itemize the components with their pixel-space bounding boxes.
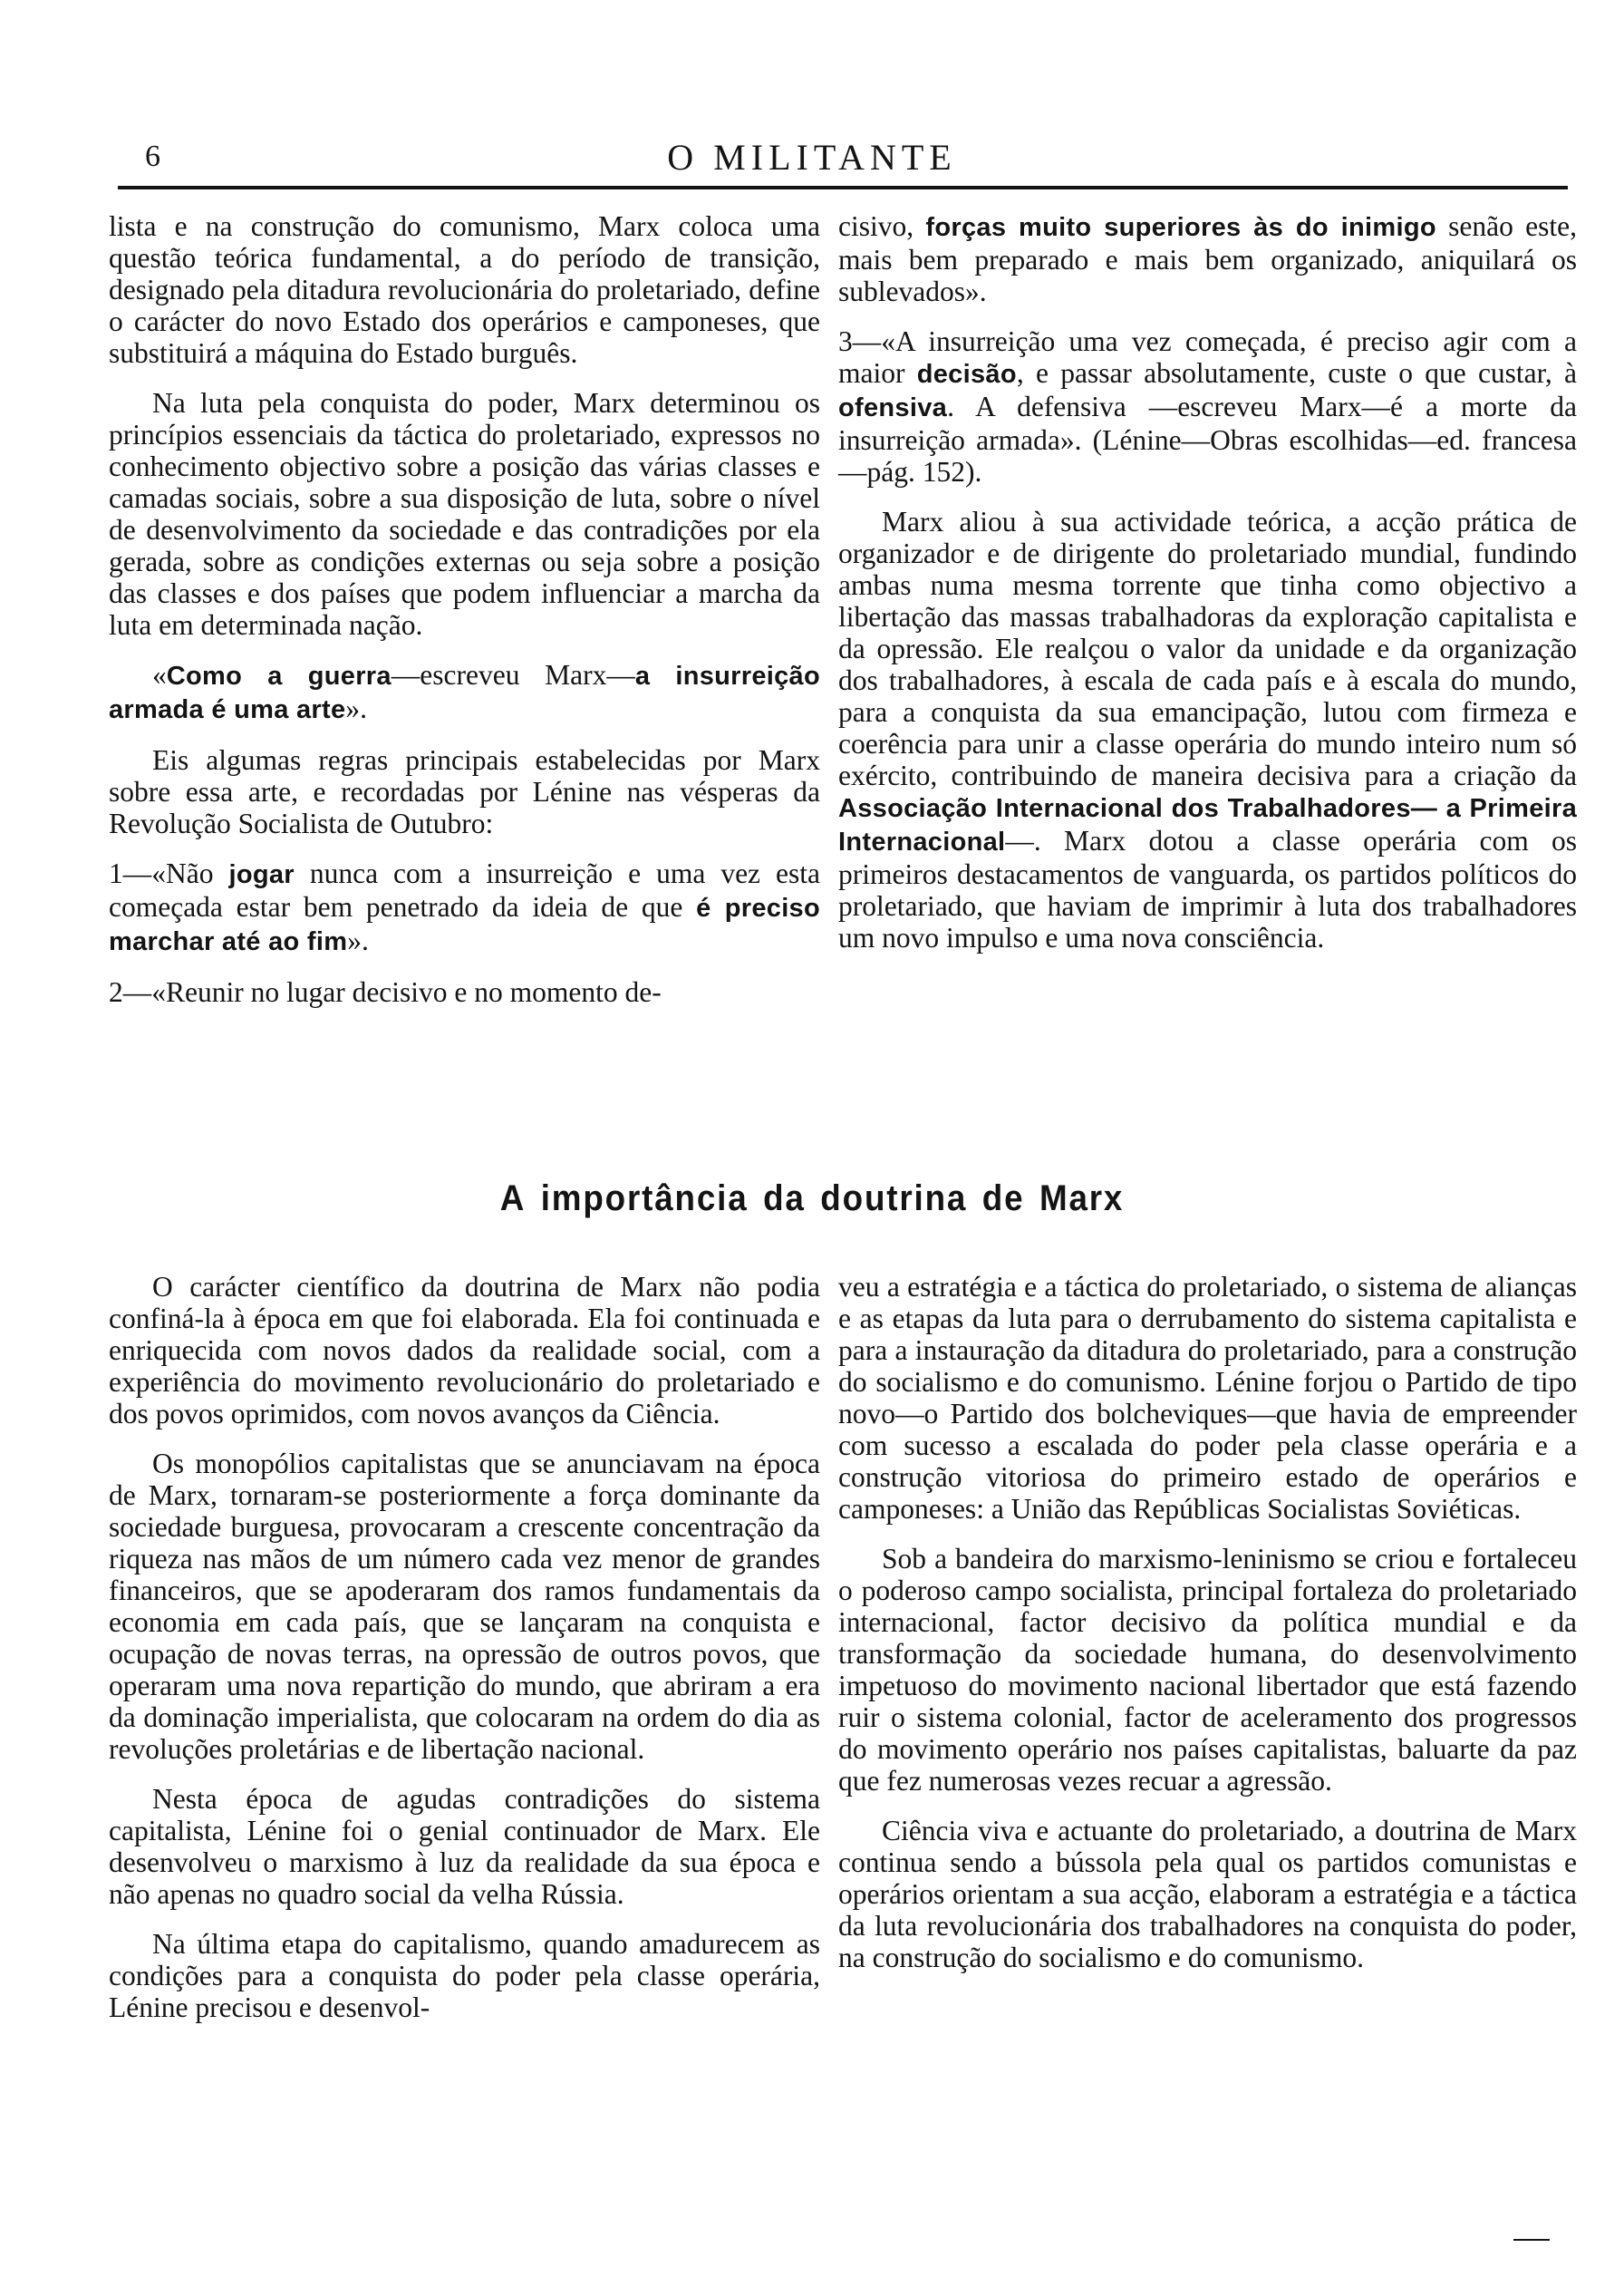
paragraph: Sob a bandeira do marxismo-leninismo se criou e fortaleceu o poderoso campo socialista, principal fortaleza do proletariado internacional, factor decisivo da política mundial e da transformação da sociedade humana, do desenvolvimento impetuoso do movimento nacional libertador que está fazendo ruir o sistema colonial, factor de aceleramento dos progressos do movimento operário nos países capitalistas, baluarte da paz que fez numerosas vezes recuar a agressão. bbox=[838, 1543, 1577, 1797]
rule-2-paragraph: 2—«Reunir no lugar decisivo e no momento de- bbox=[109, 976, 662, 1008]
quote-emphasis: a insurreição armada é uma arte bbox=[109, 662, 820, 724]
text-run: , e passar absolutamente, custe o que custar, à bbox=[1016, 357, 1577, 389]
heading-word: A bbox=[499, 1178, 527, 1218]
heading-word: importância bbox=[540, 1178, 749, 1218]
rule-3-paragraph bbox=[838, 325, 1577, 488]
quote-emphasis: Como a guerra bbox=[166, 662, 392, 691]
paragraph: O carácter científico da doutrina de Marx não podia confiná-la à época em que foi elaborada. Ela foi continuada e enriquecida com novos dados da realidade social, com a experiência do movimento revolucionário do proletariado e dos povos oprimidos, com novos avanços da Ciência. bbox=[109, 1271, 820, 1429]
heading-word: doutrina bbox=[820, 1178, 968, 1218]
text-run: nunca com a insurreição e uma vez esta começada estar bem penetrado da ideia de que bbox=[109, 858, 820, 923]
bold-run: ofensiva bbox=[838, 393, 948, 422]
header-rule bbox=[118, 186, 1568, 189]
text-run: Marx aliou à sua actividade teórica, a acção prática de organizador e de dirigente do proletariado mundial, fundindo ambas numa mesma torrente que tinha como objectivo a libertação das massas trabalhadoras da exploração capitalista e da opressão. Ele realçou o valor da unidade e da organização dos trabalhadores, à escala de cada país e à escala do mundo, para a conquista da sua emancipação, lutou com firmeza e coerência para unir a classe operária do mundo inteiro num só exército, contribuindo de maneira decisiva para a criação da bbox=[838, 506, 1577, 791]
text-run: 1—«Não bbox=[109, 858, 229, 889]
paragraph: Os monopólios capitalistas que se anunciavam na época de Marx, tornaram-se posteriormente a força dominante da sociedade burguesa, provocaram a crescente concentração da riqueza nas mãos de um número cada vez menor de grandes financeiros, que se apoderaram dos ramos fundamentais da economia em cada país, que se lançaram na conquista e ocupação de novas terras, na opressão de outros povos, que operaram uma nova repartição do mundo, que abriram a era da dominação imperialista, que colocaram na ordem do dia as revoluções proletárias e de libertação nacional. bbox=[109, 1448, 820, 1765]
bold-run: é preciso marchar até ao fim bbox=[109, 894, 820, 956]
heading-word: Marx bbox=[1039, 1178, 1125, 1218]
rule-1-paragraph bbox=[109, 858, 820, 958]
paragraph: Eis algumas regras principais estabelecidas por Marx sobre essa arte, e recordadas por Lénine nas vésperas da Revolução Socialista de Outubro: bbox=[109, 744, 820, 839]
bold-run: forças muito superiores às do inimigo bbox=[925, 213, 1436, 242]
rule-2-continuation bbox=[838, 210, 1577, 307]
paragraph: Nesta época de agudas contradições do sistema capitalista, Lénine foi o genial continuador de Marx. Ele desenvolveu o marxismo à luz da realidade da sua época e não apenas no quadro social da velha Rússia. bbox=[109, 1783, 820, 1910]
running-head bbox=[0, 136, 1624, 190]
marx-quote-paragraph bbox=[109, 659, 820, 726]
quote-mark-close: ». bbox=[345, 693, 368, 724]
journal-title: O MILITANTE bbox=[667, 137, 957, 178]
paragraph: Ciência viva e actuante do proletariado, a doutrina de Marx continua sendo a bússola pela qual os partidos comunistas e operários orientam a sua acção, elaboram a estratégia e a táctica da luta revolucionária dos trabalhadores na conquista do poder, na construção do socialismo e do comunismo. bbox=[838, 1815, 1577, 1973]
bold-run: decisão bbox=[916, 360, 1017, 389]
heading-word: de bbox=[981, 1178, 1025, 1218]
section1-right-column bbox=[838, 210, 1577, 954]
section2-right-column bbox=[838, 1271, 1577, 1973]
paragraph: lista e na construção do comunismo, Marx coloca uma questão teórica fundamental, a do período de transição, designado pela ditadura revolucionária do proletariado, define o carácter do novo Estado dos operários e camponeses, que substituirá a máquina do Estado burguês. bbox=[109, 210, 820, 369]
end-mark bbox=[1513, 2239, 1550, 2241]
heading-word: da bbox=[763, 1178, 806, 1218]
page-number: 6 bbox=[145, 140, 161, 173]
section1-left-column bbox=[109, 210, 820, 1008]
text-run: senão este, mais bem preparado e mais bem organizado, aniquilará os sublevados». bbox=[838, 210, 1577, 307]
section-heading bbox=[65, 1178, 1560, 1219]
text-run: —. Marx dotou a classe operária com os primeiros destacamentos de vanguarda, os partidos políticos do proletariado, que haviam de imprimir à luta dos trabalhadores um novo impulso e uma nova consciência. bbox=[838, 825, 1577, 954]
text-run: ». bbox=[347, 925, 369, 956]
paragraph: Na última etapa do capitalismo, quando amadurecem as condições para a conquista do poder pela classe operária, Lénine precisou e desenvol- bbox=[109, 1928, 820, 2023]
bold-run: jogar bbox=[228, 860, 295, 889]
text-run: . A defensiva —escreveu Marx—é a morte da insurreição armada». (Lénine—Obras escolhidas—ed. francesa—pág. 152). bbox=[838, 391, 1577, 488]
paragraph bbox=[838, 506, 1577, 954]
bold-run: Associação Internacional dos Trabalhadores— a Primeira Internacional bbox=[838, 794, 1577, 857]
text-run: 3—«A insurreição uma vez começada, é preciso agir com a maior bbox=[838, 325, 1577, 389]
section2-left-column bbox=[109, 1271, 820, 2023]
quote-attribution: —escreveu Marx— bbox=[391, 659, 635, 691]
text-run: cisivo, bbox=[838, 210, 926, 242]
paragraph: Na luta pela conquista do poder, Marx determinou os princípios essenciais da táctica do proletariado, expressos no conhecimento objectivo sobre a posição das várias classes e camadas sociais, sobre a sua disposição de luta, sobre o nível de desenvolvimento da sociedade e das contradições por ela gerada, sobre as condições externas ou seja sobre a posição das classes e dos países que podem influenciar a marcha da luta em determinada nação. bbox=[109, 387, 820, 641]
quote-mark-open: « bbox=[152, 659, 167, 691]
paragraph: veu a estratégia e a táctica do proletariado, o sistema de alianças e as etapas da luta para o derrubamento do sistema capitalista e para a instauração da ditadura do proletariado, para a construção do socialismo e do comunismo. Lénine forjou o Partido de tipo novo—o Partido dos bolcheviques—que havia de empreender com sucesso a escalada do poder pela classe operária e a construção vitoriosa do primeiro estado de operários e camponeses: a União das Repúblicas Socialistas Soviéticas. bbox=[838, 1271, 1577, 1525]
